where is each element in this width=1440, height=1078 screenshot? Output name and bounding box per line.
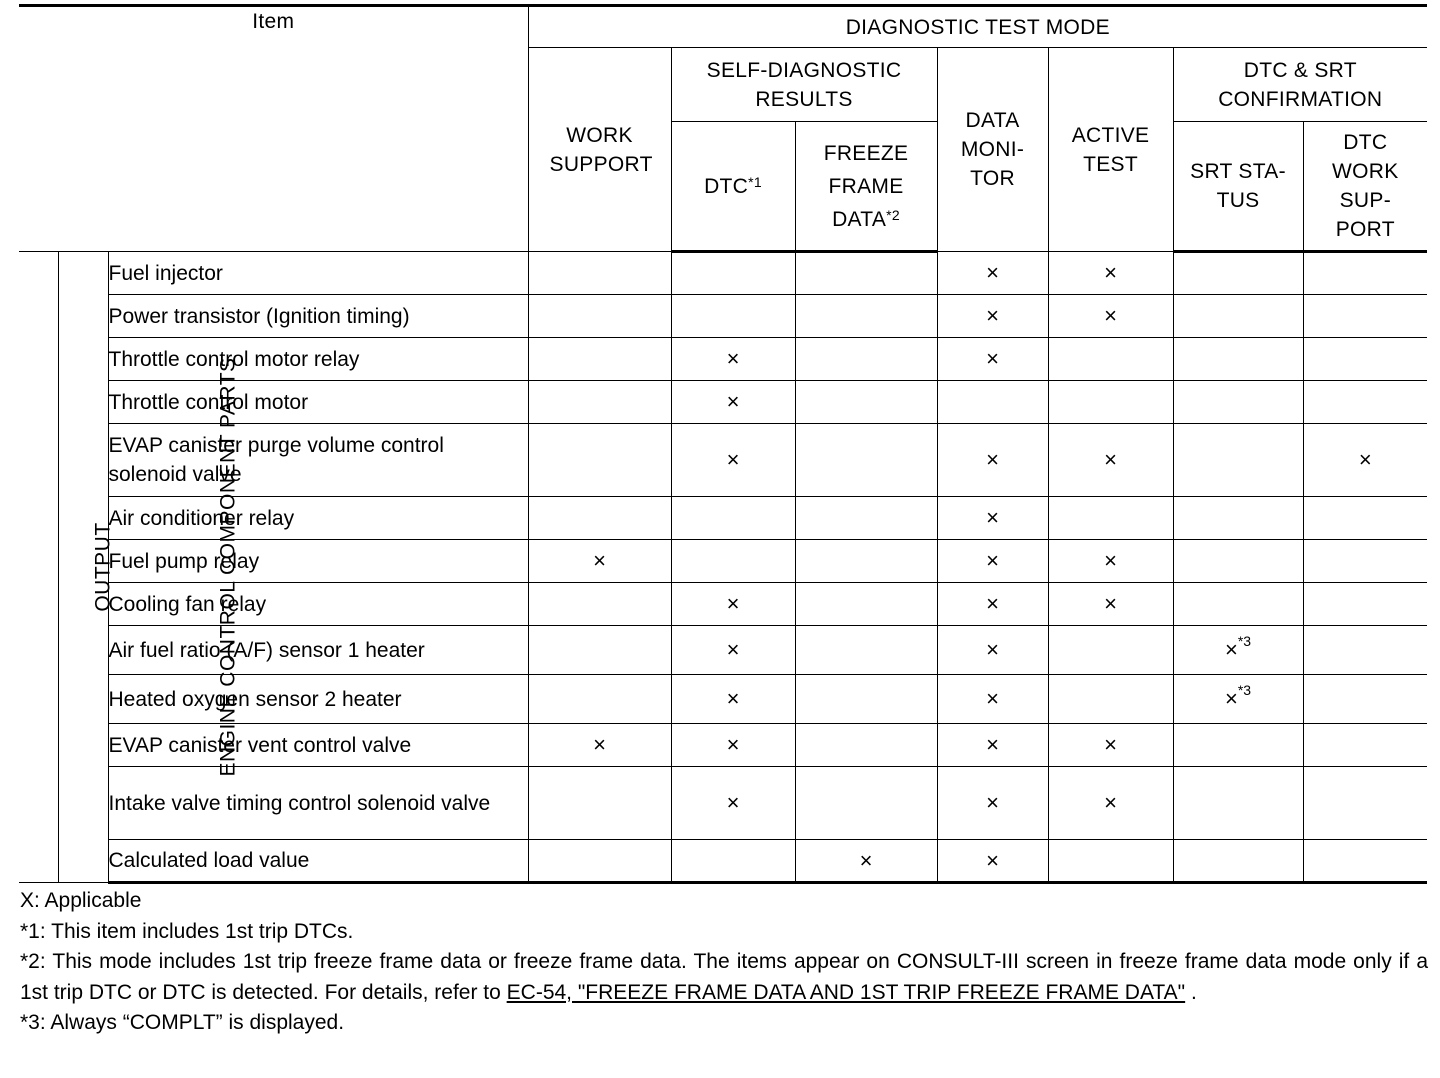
applicable-mark-freeze [795, 295, 937, 338]
applicable-mark-data-monitor: × [937, 338, 1048, 381]
table-body [19, 252, 1427, 883]
applicable-mark-dtc-ws [1303, 626, 1427, 675]
applicable-mark-dtc: × [671, 424, 795, 497]
dtc-work-support-header [1303, 122, 1427, 252]
item-name: Air fuel ratio (A/F) sensor 1 heater [108, 626, 528, 675]
applicable-mark-srt [1173, 381, 1303, 424]
applicable-mark-active-test: × [1048, 583, 1173, 626]
applicable-mark-dtc [671, 295, 795, 338]
applicable-mark-work-support [528, 583, 671, 626]
applicable-mark-active-test [1048, 840, 1173, 883]
applicable-mark-dtc-ws [1303, 338, 1427, 381]
applicable-mark-data-monitor: × [937, 767, 1048, 840]
item-name: EVAP canister purge volume control solenoid valve [108, 424, 528, 497]
dtc-srt-confirmation-header [1173, 48, 1427, 122]
applicable-mark-work-support: × [528, 540, 671, 583]
applicable-mark-data-monitor: × [937, 252, 1048, 295]
self-diag-results-label: SELF-DIAGNOSTIC RESULTS [706, 58, 902, 111]
active-test-header [1048, 48, 1173, 252]
applicable-mark-dtc: × [671, 583, 795, 626]
item-name: Air conditioner relay [108, 497, 528, 540]
applicable-mark-freeze [795, 252, 937, 295]
applicable-mark-active-test [1048, 381, 1173, 424]
applicable-mark: × [1224, 686, 1238, 711]
applicable-mark-dtc: × [671, 381, 795, 424]
applicable-mark-data-monitor: × [937, 583, 1048, 626]
applicable-mark-active-test: × [1048, 540, 1173, 583]
freeze-frame-header [795, 122, 937, 252]
applicable-mark-srt [1173, 583, 1303, 626]
applicable-mark-srt [1173, 724, 1303, 767]
applicable-mark-srt [1173, 767, 1303, 840]
applicable-mark-srt [1173, 424, 1303, 497]
applicable-mark-dtc-ws: × [1303, 424, 1427, 497]
table-row [19, 840, 1427, 883]
applicable-mark-srt [1173, 626, 1303, 675]
dtc-srt-confirmation-label: DTC & SRT CONFIRMATION [1218, 58, 1383, 111]
diagnostic-test-mode-header: DIAGNOSTIC TEST MODE [528, 6, 1427, 48]
note-2-end: . [1185, 980, 1197, 1004]
srt-status-header [1173, 122, 1303, 252]
applicable-mark-data-monitor: × [937, 497, 1048, 540]
applicable-mark-data-monitor: × [937, 424, 1048, 497]
applicable-mark-data-monitor: × [937, 840, 1048, 883]
applicable-mark-srt [1173, 295, 1303, 338]
applicable-mark-work-support [528, 424, 671, 497]
applicable-mark-work-support [528, 381, 671, 424]
applicable-mark-data-monitor: × [937, 626, 1048, 675]
applicable-mark-active-test [1048, 338, 1173, 381]
applicable-mark-freeze [795, 381, 937, 424]
active-test-label: ACTIVE TEST [1071, 123, 1150, 176]
dtc-label: DTC [704, 174, 749, 198]
applicable-mark-dtc-ws [1303, 381, 1427, 424]
applicable-mark-freeze [795, 540, 937, 583]
applicable-mark-dtc: × [671, 675, 795, 724]
item-name: Calculated load value [108, 840, 528, 883]
applicable-mark-srt [1173, 497, 1303, 540]
group-label-inner-cell [58, 252, 115, 883]
applicable-mark-srt [1173, 252, 1303, 295]
item-name: Fuel injector [108, 252, 528, 295]
applicable-mark-work-support [528, 767, 671, 840]
applicable-mark-dtc-ws [1303, 583, 1427, 626]
freeze-frame-wrap [816, 137, 916, 236]
applicable-mark-freeze [795, 338, 937, 381]
applicable-mark-freeze [795, 626, 937, 675]
applicable-mark-freeze: × [795, 840, 937, 883]
dtc-work-support-label: DTC WORK SUP-PORT [1332, 131, 1399, 241]
item-name: Fuel pump relay [108, 540, 528, 583]
applicable-mark-srt [1173, 840, 1303, 883]
item-header: Item [19, 6, 528, 252]
applicable-mark-srt [1173, 675, 1303, 724]
applicable-mark-active-test: × [1048, 767, 1173, 840]
mark-footnote-ref: *3 [1237, 633, 1252, 649]
applicable-mark-freeze [795, 724, 937, 767]
applicable-mark-data-monitor: × [937, 295, 1048, 338]
table-row [19, 252, 1427, 295]
footnotes [20, 886, 1428, 1039]
applicable-mark-active-test: × [1048, 252, 1173, 295]
applicable-mark-work-support [528, 252, 671, 295]
applicable-mark-dtc: × [671, 767, 795, 840]
applicable-mark-dtc-ws [1303, 295, 1427, 338]
applicable-mark-dtc-ws [1303, 540, 1427, 583]
note-1: *1: This item includes 1st trip DTCs. [20, 919, 354, 943]
mark-footnote-ref: *3 [1237, 682, 1252, 698]
item-name: Intake valve timing control solenoid valve [108, 767, 528, 840]
applicable-mark-srt [1173, 338, 1303, 381]
applicable-mark-dtc-ws [1303, 675, 1427, 724]
applicable-mark-work-support [528, 840, 671, 883]
applicable-mark-data-monitor: × [937, 540, 1048, 583]
applicable-mark-dtc-ws [1303, 840, 1427, 883]
self-diag-results-header [671, 48, 937, 122]
dtc-header [671, 122, 795, 252]
applicable-mark-active-test [1048, 497, 1173, 540]
applicable-mark-data-monitor [937, 381, 1048, 424]
applicable-mark-freeze [795, 767, 937, 840]
applicable-mark-dtc [671, 497, 795, 540]
work-support-header [528, 48, 671, 252]
applicable-mark-dtc [671, 252, 795, 295]
applicable-mark-dtc-ws [1303, 497, 1427, 540]
diagnostic-mode-table [19, 4, 1427, 884]
data-monitor-header [937, 48, 1048, 252]
note-2-text: *2: This mode includes 1st trip freeze frame data or freeze frame data. The items appear on CONSULT-III screen in freeze frame data mode only if a 1st trip DTC or DTC is detected. For details, refer to [20, 950, 1428, 1004]
note-2 [20, 947, 1428, 1008]
applicable-mark-work-support [528, 626, 671, 675]
note-3: *3: Always “COMPLT” is displayed. [20, 1011, 345, 1034]
applicable-mark-srt [1173, 540, 1303, 583]
applicable-mark-dtc: × [671, 724, 795, 767]
applicable-mark: × [1224, 637, 1238, 662]
data-monitor-label: DATA MONI-TOR [960, 109, 1025, 190]
applicable-mark-work-support [528, 338, 671, 381]
applicable-mark-dtc [671, 540, 795, 583]
note-2-reference-link[interactable]: EC-54, "FREEZE FRAME DATA AND 1ST TRIP FREEZE FRAME DATA" [506, 980, 1186, 1004]
applicable-mark-work-support [528, 675, 671, 724]
applicable-mark-freeze [795, 583, 937, 626]
freeze-frame-footnote-ref: *2 [886, 206, 900, 223]
applicable-mark-active-test [1048, 675, 1173, 724]
item-name: Throttle control motor relay [108, 338, 528, 381]
applicable-mark-work-support: × [528, 724, 671, 767]
applicable-mark-active-test: × [1048, 724, 1173, 767]
applicable-mark-active-test [1048, 626, 1173, 675]
applicable-mark-data-monitor: × [937, 675, 1048, 724]
work-support-label: WORK SUPPORT [549, 123, 653, 176]
group-label-inner: OUTPUT [91, 522, 115, 612]
item-name: Power transistor (Ignition timing) [108, 295, 528, 338]
applicable-mark-freeze [795, 424, 937, 497]
note-applicable: X: Applicable [20, 889, 142, 912]
dtc-footnote-ref: *1 [748, 173, 762, 190]
applicable-mark-active-test: × [1048, 424, 1173, 497]
table-row [19, 767, 1427, 840]
applicable-mark-freeze [795, 675, 937, 724]
applicable-mark-dtc: × [671, 626, 795, 675]
applicable-mark-work-support [528, 497, 671, 540]
table-row [19, 295, 1427, 338]
item-name: Throttle control motor [108, 381, 528, 424]
applicable-mark-data-monitor: × [937, 724, 1048, 767]
srt-status-label: SRT STA-TUS [1190, 160, 1286, 212]
applicable-mark-active-test: × [1048, 295, 1173, 338]
applicable-mark-work-support [528, 295, 671, 338]
group-label-outer: ENGINE CONTROL COMPONENT PARTS [216, 357, 240, 777]
applicable-mark-dtc-ws [1303, 252, 1427, 295]
item-name: EVAP canister vent control valve [108, 724, 528, 767]
applicable-mark-dtc: × [671, 338, 795, 381]
item-name: Cooling fan relay [108, 583, 528, 626]
applicable-mark-dtc [671, 840, 795, 883]
freeze-frame-label: FREEZE FRAME DATA [823, 141, 909, 231]
applicable-mark-dtc-ws [1303, 724, 1427, 767]
applicable-mark-dtc-ws [1303, 767, 1427, 840]
item-name: Heated oxygen sensor 2 heater [108, 675, 528, 724]
applicable-mark-freeze [795, 497, 937, 540]
